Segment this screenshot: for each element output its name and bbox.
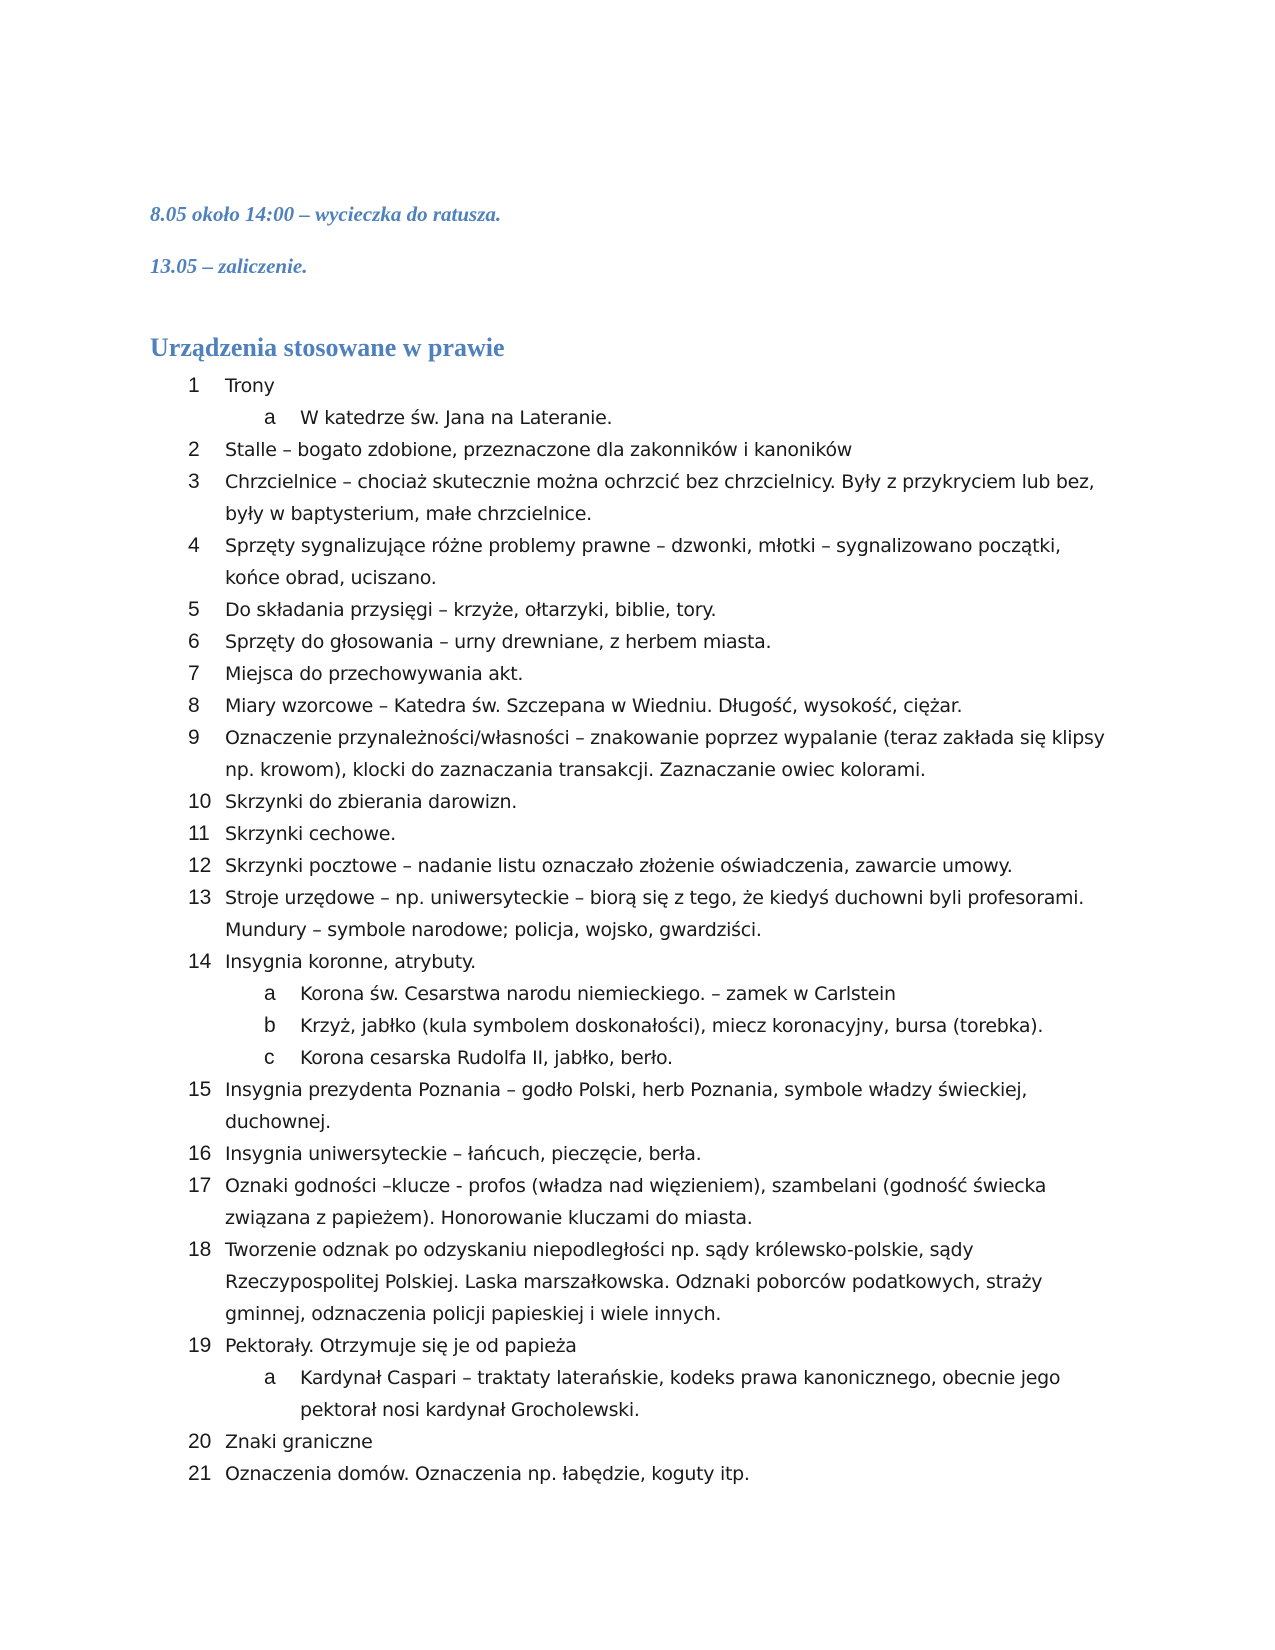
list-item-marker: a <box>264 1366 276 1389</box>
list-item-marker: a <box>264 406 276 429</box>
list-item-marker: 9 <box>188 726 200 749</box>
list-item-text: Trony <box>225 375 275 397</box>
list-item <box>0 786 1275 818</box>
list-item-text: Chrzcielnice – chociaż skutecznie można ochrzcić bez chrzcielnicy. Były z przykryciem lub bez, były w baptysterium, małe chrzcielnice. <box>225 471 1095 525</box>
list-item-text: Korona św. Cesarstwa narodu niemieckiego. – zamek w Carlstein <box>300 983 896 1005</box>
list-item <box>0 818 1275 850</box>
list-item-marker: 21 <box>188 1462 212 1485</box>
list-item-marker: 15 <box>188 1078 212 1101</box>
list-item-text: Sprzęty sygnalizujące różne problemy prawne – dzwonki, młotki – sygnalizowano początki, końce obrad, uciszano. <box>225 535 1061 589</box>
list-item-text: Kardynał Caspari – traktaty laterańskie, kodeks prawa kanonicznego, obecnie jego pektorał nosi kardynał Grocholewski. <box>300 1367 1061 1421</box>
schedule-note-trip: 8.05 około 14:00 – wycieczka do ratusza. <box>150 202 502 226</box>
list-item <box>0 594 1275 626</box>
list-item-text: Skrzynki pocztowe – nadanie listu oznaczało złożenie oświadczenia, zawarcie umowy. <box>225 855 1013 877</box>
sub-list-item <box>0 1362 1275 1426</box>
list-item <box>0 946 1275 978</box>
list-item <box>0 434 1275 466</box>
list-item-marker: 14 <box>188 950 212 973</box>
list-item-text: Oznaczenie przynależności/własności – znakowanie poprzez wypalanie (teraz zakłada się klipsy np. krowom), klocki do zaznaczania transakcji. Zaznaczanie owiec kolorami. <box>225 727 1105 781</box>
list-item-marker: 4 <box>188 534 200 557</box>
list-item-text: Znaki graniczne <box>225 1431 373 1453</box>
sub-list-item <box>0 1010 1275 1042</box>
list-item-text: Krzyż, jabłko (kula symbolem doskonałości), miecz koronacyjny, bursa (torebka). <box>300 1015 1044 1037</box>
sub-list-item <box>0 978 1275 1010</box>
list-item-text: Stalle – bogato zdobione, przeznaczone dla zakonników i kanoników <box>225 439 853 461</box>
list-item-marker: 12 <box>188 854 212 877</box>
numbered-list <box>0 370 1275 1490</box>
list-item <box>0 1138 1275 1170</box>
list-item-marker: b <box>264 1014 276 1037</box>
list-item <box>0 690 1275 722</box>
section-heading: Urządzenia stosowane w prawie <box>150 333 505 362</box>
list-item-marker: 6 <box>188 630 200 653</box>
list-item-marker: 20 <box>188 1430 212 1453</box>
sub-list-item <box>0 1042 1275 1074</box>
list-item-marker: c <box>264 1046 275 1069</box>
list-item <box>0 658 1275 690</box>
list-item <box>0 1170 1275 1234</box>
list-item-marker: 11 <box>188 822 210 845</box>
list-item <box>0 1426 1275 1458</box>
list-item <box>0 370 1275 402</box>
list-item <box>0 1074 1275 1138</box>
list-item-marker: 17 <box>188 1174 212 1197</box>
list-item-text: Insygnia uniwersyteckie – łańcuch, pieczęcie, berła. <box>225 1143 702 1165</box>
list-item <box>0 882 1275 946</box>
list-item-text: Miary wzorcowe – Katedra św. Szczepana w Wiedniu. Długość, wysokość, ciężar. <box>225 695 963 717</box>
list-item-text: Sprzęty do głosowania – urny drewniane, z herbem miasta. <box>225 631 772 653</box>
list-item-marker: 3 <box>188 470 200 493</box>
list-item-text: Skrzynki do zbierania darowizn. <box>225 791 517 813</box>
list-item-marker: 1 <box>188 374 200 397</box>
list-item-marker: 19 <box>188 1334 212 1357</box>
sub-list-item <box>0 402 1275 434</box>
list-item-marker: a <box>264 982 276 1005</box>
list-item-marker: 16 <box>188 1142 212 1165</box>
list-item <box>0 626 1275 658</box>
list-item <box>0 1330 1275 1362</box>
list-item <box>0 1458 1275 1490</box>
list-item <box>0 1234 1275 1330</box>
list-item-text: Miejsca do przechowywania akt. <box>225 663 524 685</box>
list-item-marker: 10 <box>188 790 212 813</box>
list-item-text: Korona cesarska Rudolfa II, jabłko, berło. <box>300 1047 673 1069</box>
list-item-text: Oznaki godności –klucze - profos (władza nad więzieniem), szambelani (godność świecka związana z papieżem). Honorowanie kluczami do miasta. <box>225 1175 1047 1229</box>
schedule-note-exam: 13.05 – zaliczenie. <box>150 254 308 278</box>
list-item-text: Stroje urzędowe – np. uniwersyteckie – biorą się z tego, że kiedyś duchowni byli profesorami. Mundury – symbole narodowe; policja, wojsko, gwardziści. <box>225 887 1084 941</box>
list-item-marker: 7 <box>188 662 200 685</box>
list-item-text: W katedrze św. Jana na Lateranie. <box>300 407 613 429</box>
list-item-text: Insygnia koronne, atrybuty. <box>225 951 476 973</box>
list-item-text: Insygnia prezydenta Poznania – godło Polski, herb Poznania, symbole władzy świeckiej, duchownej. <box>225 1079 1028 1133</box>
list-item <box>0 722 1275 786</box>
list-item-text: Skrzynki cechowe. <box>225 823 396 845</box>
list-item-marker: 2 <box>188 438 200 461</box>
list-item-marker: 8 <box>188 694 200 717</box>
list-item <box>0 466 1275 530</box>
list-item <box>0 530 1275 594</box>
list-item-marker: 18 <box>188 1238 212 1261</box>
list-item-marker: 5 <box>188 598 200 621</box>
list-item-text: Tworzenie odznak po odzyskaniu niepodległości np. sądy królewsko-polskie, sądy Rzeczypospolitej Polskiej. Laska marszałkowska. Odznaki poborców podatkowych, straży gminnej, odznaczenia policji papieskiej i wiele innych. <box>225 1239 1043 1325</box>
list-item <box>0 850 1275 882</box>
list-item-text: Do składania przysięgi – krzyże, ołtarzyki, biblie, tory. <box>225 599 717 621</box>
list-item-text: Oznaczenia domów. Oznaczenia np. łabędzie, koguty itp. <box>225 1463 750 1485</box>
list-item-text: Pektorały. Otrzymuje się je od papieża <box>225 1335 577 1357</box>
list-item-marker: 13 <box>188 886 212 909</box>
